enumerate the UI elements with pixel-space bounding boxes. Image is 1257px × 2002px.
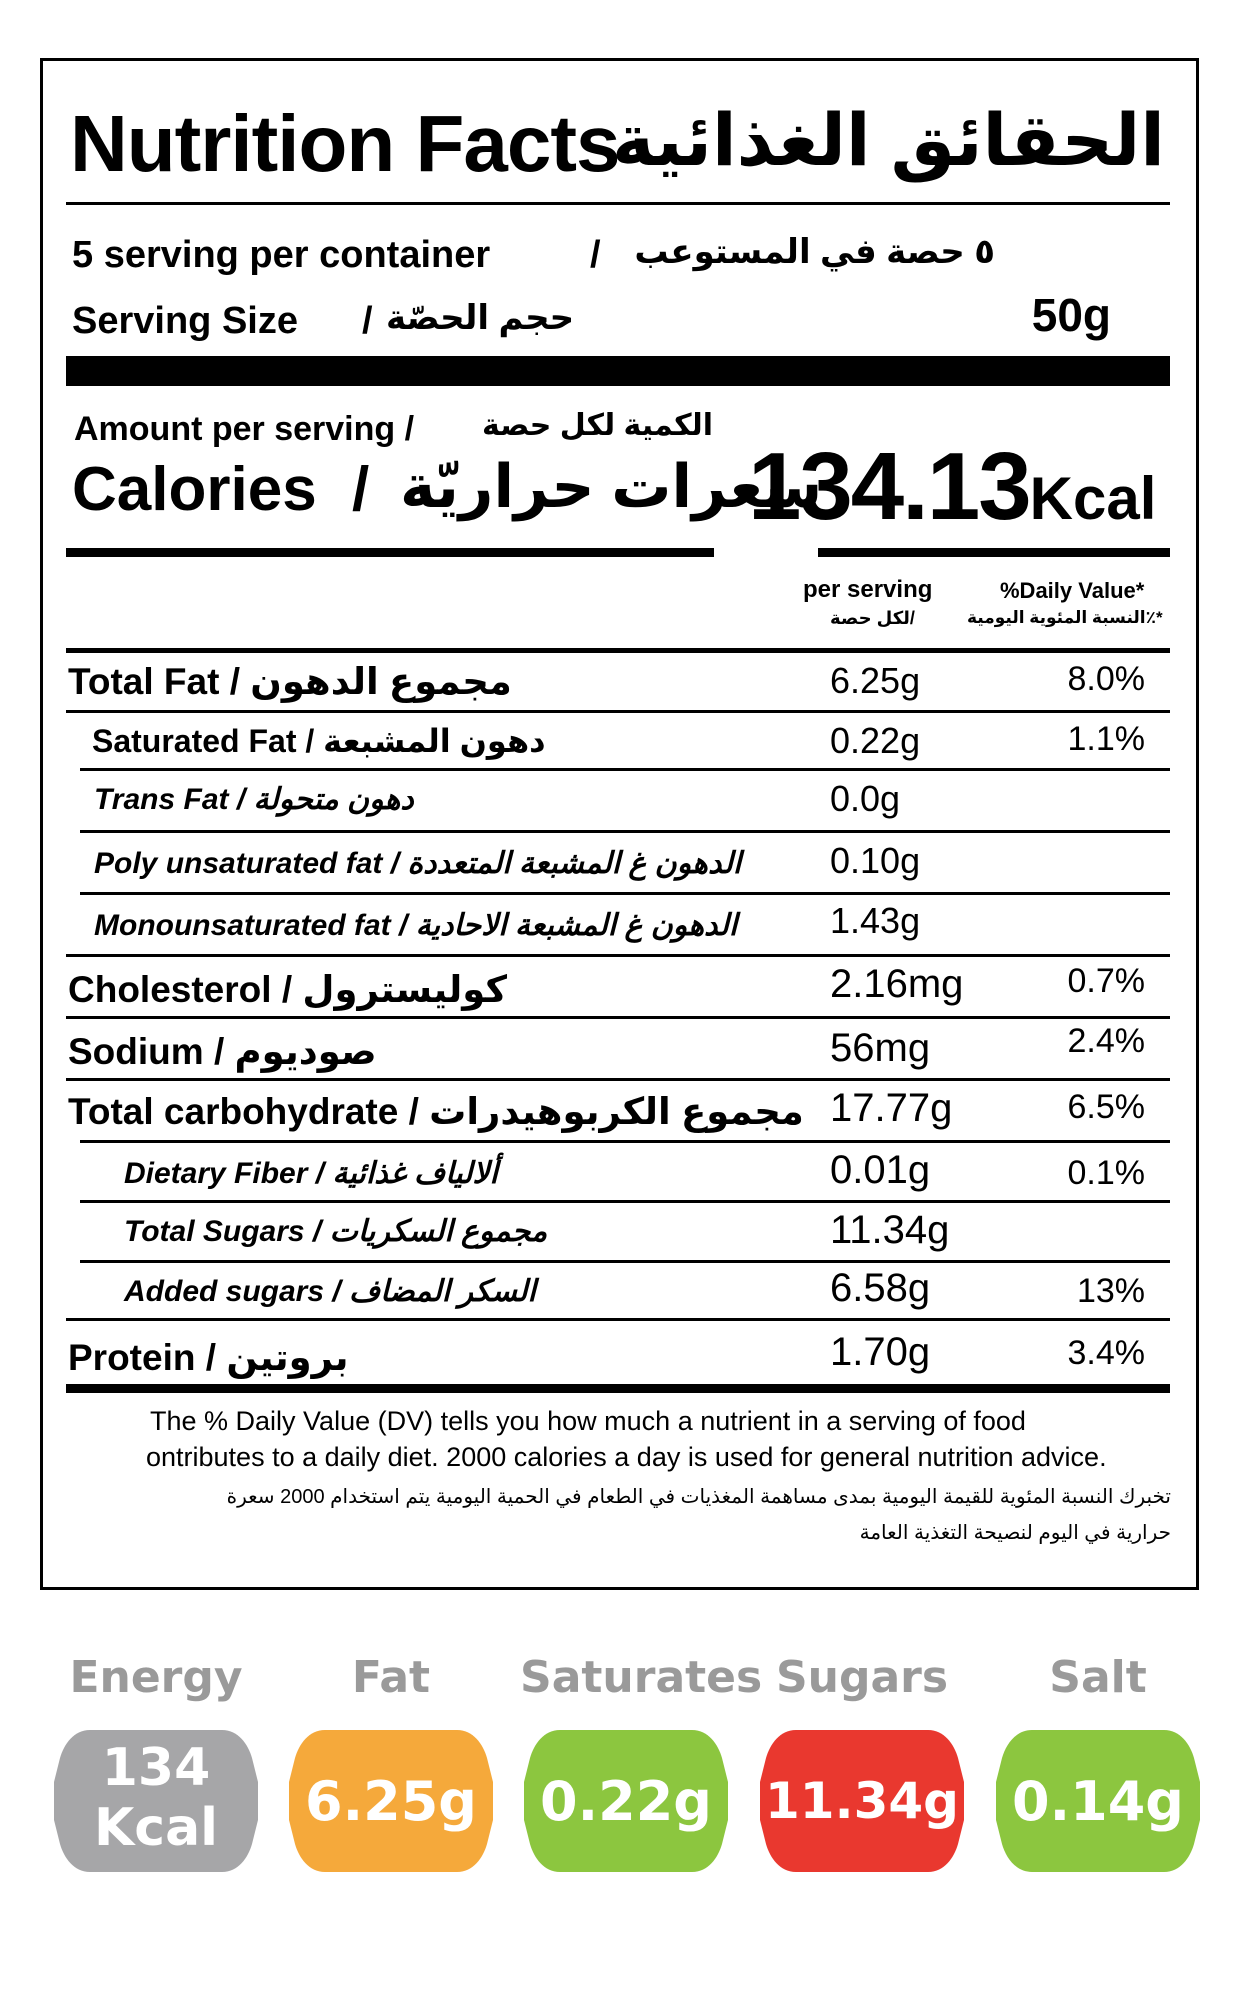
servings-per-container-ar: ٥ حصة في المستوعب bbox=[634, 233, 995, 271]
serving-size-value: 50g bbox=[1031, 289, 1111, 341]
energy-value-unit: Kcal bbox=[93, 1798, 219, 1858]
row-divider bbox=[66, 1016, 1170, 1019]
nutrient-dv-cholesterol: 0.7% bbox=[1067, 962, 1145, 1000]
nutrient-label-cholesterol: Cholesterol / كوليسترول bbox=[68, 969, 507, 1010]
nutrient-dv-dietary-fiber: 0.1% bbox=[1067, 1154, 1145, 1192]
sugars-label: Sugars bbox=[775, 1652, 949, 1703]
footnote-en-line1: The % Daily Value (DV) tells you how much a nutrient in a serving of food bbox=[150, 1406, 1026, 1436]
columns-rule bbox=[66, 648, 1170, 653]
header-rule bbox=[66, 202, 1170, 205]
nutrient-amount-total-fat: 6.25g bbox=[830, 660, 921, 701]
calories-value bbox=[748, 432, 1156, 542]
footnote-ar-line2: حرارية في اليوم لنصيحة التغذية العامة bbox=[859, 1522, 1171, 1544]
title-en: Nutrition Facts bbox=[70, 99, 620, 188]
amount-per-serving-ar: الكمية لكل حصة bbox=[482, 409, 714, 442]
footnote-en-line2: ontributes to a daily diet. 2000 calories a day is used for general nutrition advice. bbox=[146, 1442, 1107, 1472]
nutrient-label-total-carbohydrate: Total carbohydrate / مجموع الكربوهيدرات bbox=[68, 1091, 804, 1132]
nutrient-label-saturated-fat: Saturated Fat / دهون المشبعة bbox=[92, 723, 546, 759]
per-serving-header-ar: لكل حصة/ bbox=[830, 608, 915, 628]
sugars-value: 11.34g bbox=[765, 1772, 959, 1830]
nutrient-amount-dietary-fiber: 0.01g bbox=[830, 1148, 931, 1192]
salt-label: Salt bbox=[1049, 1652, 1147, 1703]
row-divider bbox=[80, 1140, 1170, 1143]
nutrient-dv-protein: 3.4% bbox=[1067, 1334, 1145, 1372]
row-divider bbox=[80, 1260, 1170, 1263]
bottom-rule bbox=[66, 1384, 1170, 1393]
row-divider bbox=[80, 892, 1170, 895]
nutrient-dv-total-fat: 8.0% bbox=[1067, 660, 1145, 698]
row-divider bbox=[80, 768, 1170, 771]
nutrient-amount-added-sugars: 6.58g bbox=[830, 1266, 931, 1310]
nutrient-dv-added-sugars: 13% bbox=[1076, 1272, 1145, 1310]
row-divider bbox=[66, 954, 1170, 957]
saturates-value: 0.22g bbox=[540, 1770, 712, 1833]
calories-unit: Kcal bbox=[1029, 465, 1157, 532]
nutrient-amount-total-carbohydrate: 17.77g bbox=[830, 1086, 953, 1130]
servings-sep: / bbox=[590, 234, 601, 276]
nutrient-label-total-sugars: Total Sugars / مجموع السكريات bbox=[124, 1215, 548, 1248]
serving-size-en: Serving Size bbox=[72, 300, 298, 342]
nutrient-amount-protein: 1.70g bbox=[830, 1330, 931, 1374]
nutrient-amount-monounsaturated-fat: 1.43g bbox=[830, 900, 921, 941]
calories-label-en: Calories bbox=[72, 455, 317, 524]
fat-label: Fat bbox=[351, 1652, 431, 1703]
nutrient-label-total-fat: Total Fat / مجموع الدهون bbox=[68, 661, 512, 702]
calories-label-ar: سعرات حراريّة bbox=[400, 453, 823, 520]
daily-value-header-en: %Daily Value* bbox=[1000, 578, 1145, 603]
calories-rule-left bbox=[66, 548, 714, 557]
nutrient-dv-total-carbohydrate: 6.5% bbox=[1067, 1088, 1145, 1126]
fat-value: 6.25g bbox=[305, 1770, 477, 1833]
nutrient-amount-total-sugars: 11.34g bbox=[830, 1208, 950, 1252]
energy-label: Energy bbox=[69, 1652, 243, 1703]
nutrient-label-polyunsaturated-fat: Poly unsaturated fat / الدهون غ المشبعة المتعددة bbox=[94, 847, 742, 880]
calories-rule-right bbox=[818, 548, 1170, 557]
nutrient-label-protein: Protein / بروتين bbox=[68, 1337, 349, 1378]
row-divider bbox=[66, 1318, 1170, 1321]
title-ar: الحقائق الغذائية bbox=[611, 101, 1165, 181]
nutrient-amount-polyunsaturated-fat: 0.10g bbox=[830, 840, 921, 881]
daily-value-header-ar: النسبة المئوية اليومية٪* bbox=[967, 608, 1163, 627]
nutrient-label-trans-fat: Trans Fat / دهون متحولة bbox=[94, 783, 414, 816]
saturates-label: Saturates bbox=[520, 1652, 763, 1703]
nutrient-amount-saturated-fat: 0.22g bbox=[830, 720, 921, 761]
calories-number: 134.13 bbox=[748, 433, 1030, 540]
amount-per-serving-en: Amount per serving / bbox=[74, 410, 415, 448]
nutrient-label-sodium: Sodium / صوديوم bbox=[68, 1031, 377, 1072]
serving-size-ar: حجم الحصّة bbox=[386, 299, 575, 337]
nutrient-dv-saturated-fat: 1.1% bbox=[1067, 720, 1145, 758]
nutrient-label-dietary-fiber: Dietary Fiber / ألالياف غذائية bbox=[124, 1157, 498, 1190]
row-divider bbox=[80, 830, 1170, 833]
nutrient-amount-cholesterol: 2.16mg bbox=[830, 962, 964, 1006]
row-divider bbox=[66, 710, 1170, 713]
nutrient-amount-sodium: 56mg bbox=[830, 1026, 931, 1070]
energy-value-number: 134 bbox=[101, 1738, 211, 1798]
nutrient-amount-trans-fat: 0.0g bbox=[830, 778, 901, 819]
per-serving-header-en: per serving bbox=[803, 576, 933, 603]
servings-per-container-en: 5 serving per container bbox=[72, 234, 491, 276]
nutrient-label-added-sugars: Added sugars / السكر المضاف bbox=[124, 1275, 536, 1308]
salt-value: 0.14g bbox=[1012, 1770, 1184, 1833]
footnote-ar-line1: تخبرك النسبة المئوية للقيمة اليومية بمدى مساهمة المغذيات في الطعام في الحمية اليومية يتم استخدام 2000 سعرة bbox=[226, 1486, 1171, 1508]
row-divider bbox=[66, 1078, 1170, 1081]
nutrient-label-monounsaturated-fat: Monounsaturated fat / الدهون غ المشبعة الاحادية bbox=[94, 909, 738, 942]
serving-size-sep: / bbox=[362, 300, 373, 342]
calories-sep: / bbox=[352, 455, 370, 524]
nutrient-dv-sodium: 2.4% bbox=[1067, 1022, 1145, 1060]
thick-rule-top bbox=[66, 356, 1170, 386]
row-divider bbox=[80, 1200, 1170, 1203]
